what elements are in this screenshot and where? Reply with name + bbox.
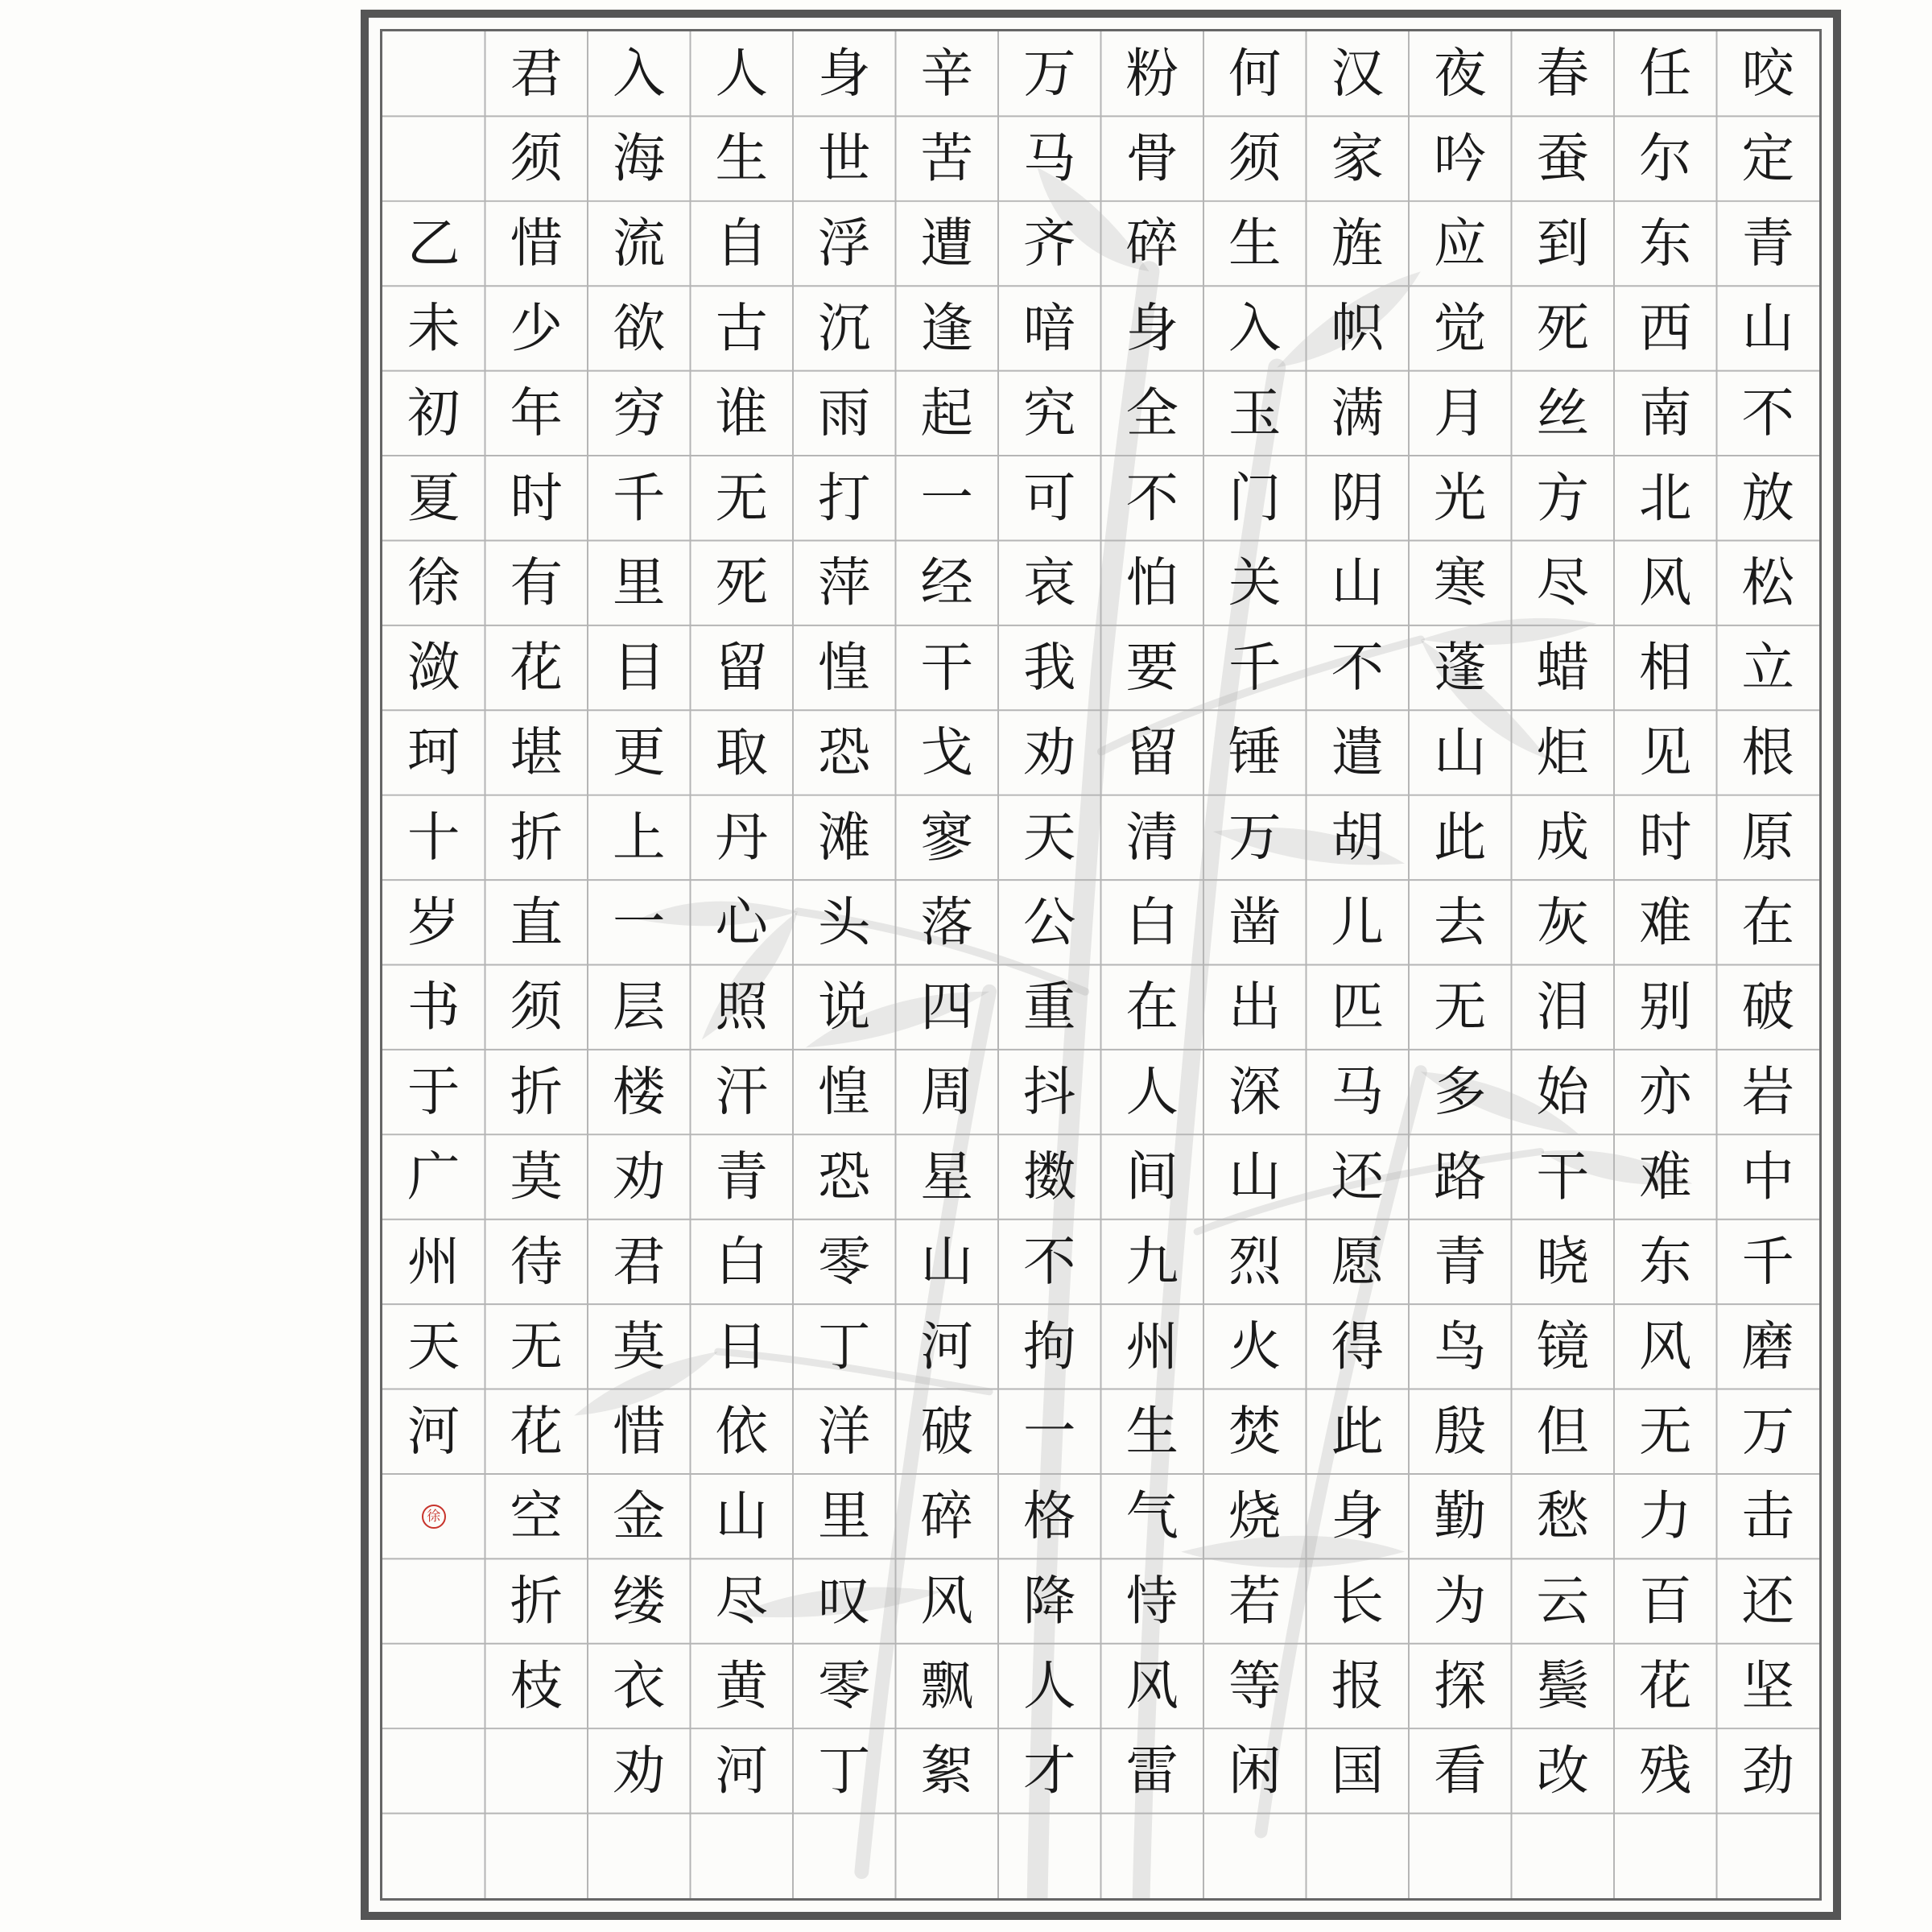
poem-character: 不 <box>1741 382 1794 444</box>
poem-character: 身 <box>818 43 871 105</box>
poem-character: 探 <box>1434 1655 1487 1717</box>
poem-character: 入 <box>613 43 666 105</box>
poem-character: 咬 <box>1741 43 1794 105</box>
poem-character: 南 <box>1639 382 1692 444</box>
poem-character: 闲 <box>1228 1740 1282 1802</box>
poem-character: 不 <box>1331 637 1384 699</box>
poem-character: 无 <box>1434 976 1487 1038</box>
poem-character: 滩 <box>818 807 871 869</box>
poem-character: 雷 <box>1125 1740 1179 1802</box>
poem-character: 身 <box>1125 297 1179 359</box>
poem-character: 才 <box>1023 1740 1076 1802</box>
signature-character: 州 <box>407 1231 460 1293</box>
poem-character: 尽 <box>715 1571 768 1633</box>
poem-character: 君 <box>510 43 563 105</box>
poem-character: 折 <box>510 807 563 869</box>
calligraphy-sheet <box>361 10 1841 1920</box>
poem-character: 蜡 <box>1536 637 1589 699</box>
poem-character: 觉 <box>1434 297 1487 359</box>
poem-character: 帜 <box>1331 297 1384 359</box>
poem-character: 成 <box>1536 807 1589 869</box>
poem-character: 千 <box>613 467 666 529</box>
poem-character: 鬓 <box>1536 1655 1589 1717</box>
poem-character: 力 <box>1639 1485 1692 1547</box>
poem-character: 蓬 <box>1434 637 1487 699</box>
poem-character: 戈 <box>920 721 973 784</box>
poem-character: 河 <box>715 1740 768 1802</box>
poem-character: 公 <box>1023 891 1076 953</box>
poem-character: 见 <box>1639 721 1692 784</box>
poem-character: 东 <box>1639 213 1692 275</box>
poem-character: 山 <box>1434 721 1487 784</box>
poem-character: 洋 <box>818 1401 871 1463</box>
poem-character: 金 <box>613 1485 666 1547</box>
poem-character: 匹 <box>1331 976 1384 1038</box>
poem-character: 镜 <box>1536 1315 1589 1377</box>
poem-character: 风 <box>1639 552 1692 614</box>
poem-character: 千 <box>1741 1231 1794 1293</box>
poem-character: 但 <box>1536 1401 1589 1463</box>
poem-character: 应 <box>1434 213 1487 275</box>
poem-character: 时 <box>1639 807 1692 869</box>
poem-character: 家 <box>1331 128 1384 190</box>
poem-character: 寥 <box>920 807 973 869</box>
poem-character: 少 <box>510 297 563 359</box>
poem-character: 风 <box>1125 1655 1179 1717</box>
poem-character: 生 <box>1125 1401 1179 1463</box>
poem-character: 待 <box>510 1231 563 1293</box>
poem-character: 胡 <box>1331 807 1384 869</box>
poem-character: 长 <box>1331 1571 1384 1633</box>
poem-character: 碎 <box>920 1485 973 1547</box>
poem-character: 须 <box>510 128 563 190</box>
poem-character: 无 <box>1639 1401 1692 1463</box>
poem-character: 残 <box>1639 1740 1692 1802</box>
signature-character: 徐 <box>407 552 460 614</box>
poem-character: 劲 <box>1741 1740 1794 1802</box>
poem-character: 里 <box>613 552 666 614</box>
poem-character: 清 <box>1125 807 1179 869</box>
poem-character: 擞 <box>1023 1146 1076 1208</box>
poem-character: 去 <box>1434 891 1487 953</box>
poem-character: 满 <box>1331 382 1384 444</box>
poem-character: 须 <box>510 976 563 1038</box>
poem-character: 萍 <box>818 552 871 614</box>
poem-character: 流 <box>613 213 666 275</box>
poem-character: 直 <box>510 891 563 953</box>
signature-character: 潋 <box>407 637 460 699</box>
poem-character: 人 <box>715 43 768 105</box>
poem-character: 里 <box>818 1485 871 1547</box>
poem-character: 河 <box>920 1315 973 1377</box>
poem-character: 留 <box>715 637 768 699</box>
poem-character: 生 <box>715 128 768 190</box>
signature-character: 天 <box>407 1315 460 1377</box>
poem-character: 我 <box>1023 637 1076 699</box>
poem-character: 干 <box>920 637 973 699</box>
poem-character: 还 <box>1331 1146 1384 1208</box>
poem-character: 天 <box>1023 807 1076 869</box>
poem-character: 月 <box>1434 382 1487 444</box>
poem-character: 恃 <box>1125 1571 1179 1633</box>
poem-character: 海 <box>613 128 666 190</box>
poem-character: 君 <box>613 1231 666 1293</box>
poem-character: 别 <box>1639 976 1692 1038</box>
poem-character: 衣 <box>613 1655 666 1717</box>
poem-character: 重 <box>1023 976 1076 1038</box>
poem-character: 为 <box>1434 1571 1487 1633</box>
poem-character: 难 <box>1639 1146 1692 1208</box>
poem-character: 何 <box>1228 43 1282 105</box>
poem-character: 遭 <box>920 213 973 275</box>
poem-character: 怕 <box>1125 552 1179 614</box>
poem-character: 相 <box>1639 637 1692 699</box>
poem-character: 辛 <box>920 43 973 105</box>
poem-character: 降 <box>1023 1571 1076 1633</box>
poem-character: 一 <box>920 467 973 529</box>
poem-character: 骨 <box>1125 128 1179 190</box>
poem-character: 马 <box>1331 1061 1384 1123</box>
poem-character: 劝 <box>613 1740 666 1802</box>
signature-character: 书 <box>407 976 460 1038</box>
poem-character: 得 <box>1331 1315 1384 1377</box>
poem-character: 喑 <box>1023 297 1076 359</box>
poem-character: 鸟 <box>1434 1315 1487 1377</box>
poem-character: 人 <box>1023 1655 1076 1717</box>
poem-character: 坚 <box>1741 1655 1794 1717</box>
signature-character: 乙 <box>407 213 460 275</box>
poem-character: 山 <box>920 1231 973 1293</box>
poem-character: 四 <box>920 976 973 1038</box>
poem-character: 星 <box>920 1146 973 1208</box>
poem-character: 干 <box>1536 1146 1589 1208</box>
poem-character: 更 <box>613 721 666 784</box>
poem-character: 丝 <box>1536 382 1589 444</box>
poem-character: 缕 <box>613 1571 666 1633</box>
poem-character: 根 <box>1741 721 1794 784</box>
poem-character: 死 <box>715 552 768 614</box>
poem-character: 一 <box>613 891 666 953</box>
poem-character: 花 <box>510 637 563 699</box>
poem-character: 还 <box>1741 1571 1794 1633</box>
poem-character: 火 <box>1228 1315 1282 1377</box>
poem-character: 深 <box>1228 1061 1282 1123</box>
poem-character: 岩 <box>1741 1061 1794 1123</box>
poem-character: 难 <box>1639 891 1692 953</box>
poem-character: 古 <box>715 297 768 359</box>
poem-character: 风 <box>1639 1315 1692 1377</box>
poem-character: 云 <box>1536 1571 1589 1633</box>
poem-character: 等 <box>1228 1655 1282 1717</box>
poem-character: 落 <box>920 891 973 953</box>
signature-character: 广 <box>407 1146 460 1208</box>
poem-character: 自 <box>715 213 768 275</box>
poem-character: 千 <box>1228 637 1282 699</box>
poem-character: 勤 <box>1434 1485 1487 1547</box>
poem-character: 青 <box>1434 1231 1487 1293</box>
signature-character: 珂 <box>407 721 460 784</box>
poem-character: 泪 <box>1536 976 1589 1038</box>
poem-character: 拘 <box>1023 1315 1076 1377</box>
poem-character: 留 <box>1125 721 1179 784</box>
poem-character: 报 <box>1331 1655 1384 1717</box>
poem-character: 齐 <box>1023 213 1076 275</box>
poem-character: 破 <box>920 1401 973 1463</box>
poem-character: 花 <box>510 1401 563 1463</box>
poem-character: 山 <box>1228 1146 1282 1208</box>
poem-character: 亦 <box>1639 1061 1692 1123</box>
poem-character: 目 <box>613 637 666 699</box>
poem-character: 惶 <box>818 637 871 699</box>
poem-character: 照 <box>715 976 768 1038</box>
poem-character: 依 <box>715 1401 768 1463</box>
poem-character: 九 <box>1125 1231 1179 1293</box>
poem-character: 风 <box>920 1571 973 1633</box>
poem-character: 絮 <box>920 1740 973 1802</box>
poem-character: 生 <box>1228 213 1282 275</box>
poem-character: 叹 <box>818 1571 871 1633</box>
poem-character: 惶 <box>818 1061 871 1123</box>
poem-character: 枝 <box>510 1655 563 1717</box>
poem-character: 万 <box>1228 807 1282 869</box>
poem-character: 凿 <box>1228 891 1282 953</box>
red-seal-stamp: 徐 <box>422 1505 446 1529</box>
poem-character: 丹 <box>715 807 768 869</box>
poem-character: 门 <box>1228 467 1282 529</box>
poem-character: 烈 <box>1228 1231 1282 1293</box>
poem-character: 哀 <box>1023 552 1076 614</box>
poem-character: 折 <box>510 1061 563 1123</box>
poem-character: 尔 <box>1639 128 1692 190</box>
poem-character: 粉 <box>1125 43 1179 105</box>
poem-character: 飘 <box>920 1655 973 1717</box>
poem-character: 山 <box>1741 297 1794 359</box>
poem-character: 松 <box>1741 552 1794 614</box>
poem-character: 中 <box>1741 1146 1794 1208</box>
poem-character: 无 <box>510 1315 563 1377</box>
poem-character: 堪 <box>510 721 563 784</box>
poem-character: 炬 <box>1536 721 1589 784</box>
poem-character: 打 <box>818 467 871 529</box>
poem-character: 逢 <box>920 297 973 359</box>
poem-character: 春 <box>1536 43 1589 105</box>
poem-character: 层 <box>613 976 666 1038</box>
poem-character: 青 <box>715 1146 768 1208</box>
poem-character: 立 <box>1741 637 1794 699</box>
poem-character: 原 <box>1741 807 1794 869</box>
poem-character: 人 <box>1125 1061 1179 1123</box>
poem-character: 山 <box>715 1485 768 1547</box>
poem-character: 马 <box>1023 128 1076 190</box>
poem-character: 年 <box>510 382 563 444</box>
poem-character: 黄 <box>715 1655 768 1717</box>
signature-character: 初 <box>407 382 460 444</box>
poem-character: 定 <box>1741 128 1794 190</box>
poem-character: 劝 <box>1023 721 1076 784</box>
poem-character: 蚕 <box>1536 128 1589 190</box>
poem-character: 看 <box>1434 1740 1487 1802</box>
poem-character: 破 <box>1741 976 1794 1038</box>
character-grid <box>382 31 1819 1898</box>
poem-character: 劝 <box>613 1146 666 1208</box>
poem-character: 此 <box>1434 807 1487 869</box>
poem-character: 夜 <box>1434 43 1487 105</box>
poem-character: 起 <box>920 382 973 444</box>
poem-character: 零 <box>818 1655 871 1717</box>
signature-character: 河 <box>407 1401 460 1463</box>
poem-character: 间 <box>1125 1146 1179 1208</box>
poem-character: 无 <box>715 467 768 529</box>
poem-character: 穷 <box>613 382 666 444</box>
poem-character: 苦 <box>920 128 973 190</box>
signature-character: 于 <box>407 1061 460 1123</box>
poem-character: 万 <box>1741 1401 1794 1463</box>
poem-character: 取 <box>715 721 768 784</box>
poem-character: 山 <box>1331 552 1384 614</box>
poem-character: 寒 <box>1434 552 1487 614</box>
grid-frame <box>380 29 1822 1901</box>
poem-character: 周 <box>920 1061 973 1123</box>
poem-character: 关 <box>1228 552 1282 614</box>
poem-character: 改 <box>1536 1740 1589 1802</box>
poem-character: 丁 <box>818 1315 871 1377</box>
poem-character: 入 <box>1228 297 1282 359</box>
poem-character: 多 <box>1434 1061 1487 1123</box>
signature-character: 十 <box>407 807 460 869</box>
poem-character: 零 <box>818 1231 871 1293</box>
poem-character: 惜 <box>510 213 563 275</box>
poem-character: 青 <box>1741 213 1794 275</box>
poem-character: 焚 <box>1228 1401 1282 1463</box>
poem-character: 空 <box>510 1485 563 1547</box>
poem-character: 全 <box>1125 382 1179 444</box>
poem-character: 格 <box>1023 1485 1076 1547</box>
poem-character: 磨 <box>1741 1315 1794 1377</box>
poem-character: 经 <box>920 552 973 614</box>
poem-character: 说 <box>818 976 871 1038</box>
poem-character: 身 <box>1331 1485 1384 1547</box>
poem-character: 浮 <box>818 213 871 275</box>
poem-character: 在 <box>1125 976 1179 1038</box>
poem-character: 有 <box>510 552 563 614</box>
poem-character: 玉 <box>1228 382 1282 444</box>
poem-character: 击 <box>1741 1485 1794 1547</box>
signature-character: 未 <box>407 297 460 359</box>
poem-character: 百 <box>1639 1571 1692 1633</box>
poem-character: 锤 <box>1228 721 1282 784</box>
poem-character: 头 <box>818 891 871 953</box>
poem-character: 吟 <box>1434 128 1487 190</box>
poem-character: 此 <box>1331 1401 1384 1463</box>
poem-character: 一 <box>1023 1401 1076 1463</box>
poem-character: 汗 <box>715 1061 768 1123</box>
poem-character: 汉 <box>1331 43 1384 105</box>
poem-character: 究 <box>1023 382 1076 444</box>
poem-character: 心 <box>715 891 768 953</box>
signature-character: 岁 <box>407 891 460 953</box>
poem-character: 始 <box>1536 1061 1589 1123</box>
poem-character: 丁 <box>818 1740 871 1802</box>
poem-character: 不 <box>1125 467 1179 529</box>
poem-character: 气 <box>1125 1485 1179 1547</box>
poem-character: 日 <box>715 1315 768 1377</box>
poem-character: 时 <box>510 467 563 529</box>
poem-character: 若 <box>1228 1571 1282 1633</box>
poem-character: 惜 <box>613 1401 666 1463</box>
poem-character: 西 <box>1639 297 1692 359</box>
poem-character: 愁 <box>1536 1485 1589 1547</box>
poem-character: 莫 <box>510 1146 563 1208</box>
poem-character: 晓 <box>1536 1231 1589 1293</box>
poem-character: 州 <box>1125 1315 1179 1377</box>
poem-character: 莫 <box>613 1315 666 1377</box>
poem-character: 到 <box>1536 213 1589 275</box>
poem-character: 出 <box>1228 976 1282 1038</box>
poem-character: 白 <box>1125 891 1179 953</box>
poem-character: 放 <box>1741 467 1794 529</box>
poem-character: 不 <box>1023 1231 1076 1293</box>
poem-character: 白 <box>715 1231 768 1293</box>
signature-character: 夏 <box>407 467 460 529</box>
poem-character: 要 <box>1125 637 1179 699</box>
poem-character: 折 <box>510 1571 563 1633</box>
poem-character: 碎 <box>1125 213 1179 275</box>
poem-character: 须 <box>1228 128 1282 190</box>
poem-character: 世 <box>818 128 871 190</box>
poem-character: 尽 <box>1536 552 1589 614</box>
poem-character: 方 <box>1536 467 1589 529</box>
poem-character: 楼 <box>613 1061 666 1123</box>
poem-character: 烧 <box>1228 1485 1282 1547</box>
poem-character: 儿 <box>1331 891 1384 953</box>
poem-character: 灰 <box>1536 891 1589 953</box>
poem-character: 旌 <box>1331 213 1384 275</box>
poem-character: 可 <box>1023 467 1076 529</box>
poem-character: 恐 <box>818 721 871 784</box>
poem-character: 殷 <box>1434 1401 1487 1463</box>
poem-character: 雨 <box>818 382 871 444</box>
poem-character: 上 <box>613 807 666 869</box>
poem-character: 抖 <box>1023 1061 1076 1123</box>
poem-character: 遣 <box>1331 721 1384 784</box>
poem-character: 在 <box>1741 891 1794 953</box>
poem-character: 任 <box>1639 43 1692 105</box>
poem-character: 国 <box>1331 1740 1384 1802</box>
poem-character: 东 <box>1639 1231 1692 1293</box>
poem-character: 沉 <box>818 297 871 359</box>
poem-character: 恐 <box>818 1146 871 1208</box>
poem-character: 路 <box>1434 1146 1487 1208</box>
poem-character: 愿 <box>1331 1231 1384 1293</box>
poem-character: 光 <box>1434 467 1487 529</box>
poem-character: 欲 <box>613 297 666 359</box>
poem-character: 万 <box>1023 43 1076 105</box>
poem-character: 花 <box>1639 1655 1692 1717</box>
poem-character: 阴 <box>1331 467 1384 529</box>
poem-character: 北 <box>1639 467 1692 529</box>
poem-character: 死 <box>1536 297 1589 359</box>
poem-character: 谁 <box>715 382 768 444</box>
